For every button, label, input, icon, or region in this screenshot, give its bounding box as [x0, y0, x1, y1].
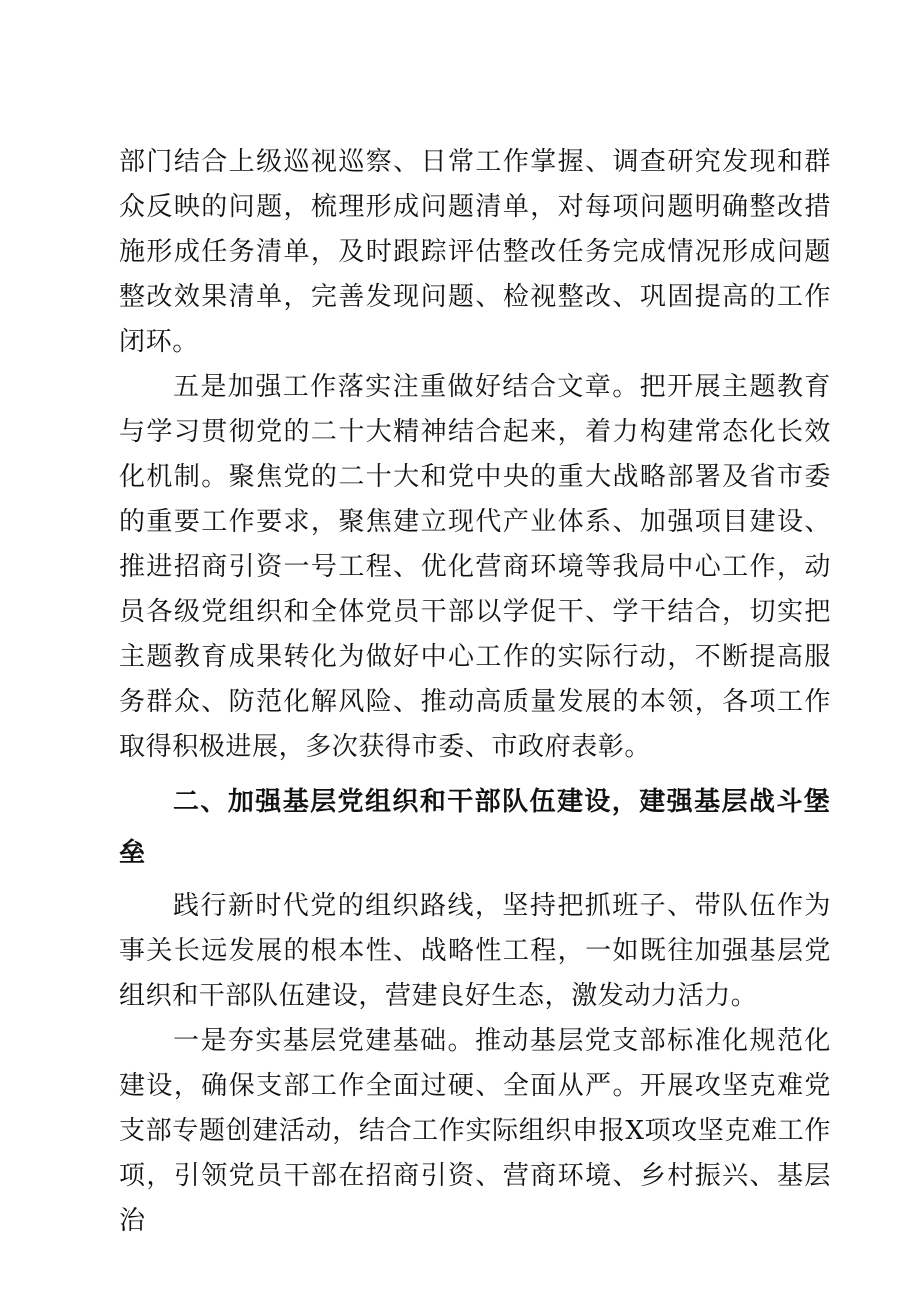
- document-body: [119, 140, 831, 1244]
- paragraph-section-intro: 践行新时代党的组织路线，坚持把抓班子、带队伍作为事关长远发展的根本性、战略性工程，一如既往加强基层党组织和干部队伍建设，营建良好生态，激发动力活力。: [119, 891, 831, 1011]
- section-heading-two: 二、加强基层党组织和干部队伍建设，建强基层战斗堡垒: [119, 787, 831, 868]
- paragraph-point-one: 一是夯实基层党建基础。推动基层党支部标准化规范化建设，确保支部工作全面过硬、全面从严。开展攻坚克难党支部专题创建活动，结合工作实际组织申报X项攻坚克难工作项，引领党员干部在招商引资、营商环境、乡村振兴、基层治: [119, 1026, 831, 1236]
- paragraph-continuation: 部门结合上级巡视巡察、日常工作掌握、调查研究发现和群众反映的问题，梳理形成问题清单，对每项问题明确整改措施形成任务清单，及时跟踪评估整改任务完成情况形成问题整改效果清单，完善发现问题、检视整改、巩固提高的工作闭环。: [119, 147, 831, 357]
- paragraph-point-five: 五是加强工作落实注重做好结合文章。把开展主题教育与学习贯彻党的二十大精神结合起来，着力构建常态化长效化机制。聚焦党的二十大和党中央的重大战略部署及省市委的重要工作要求，聚焦建立现代产业体系、加强项目建设、推进招商引资一号工程、优化营商环境等我局中心工作，动员各级党组织和全体党员干部以学促干、学干结合，切实把主题教育成果转化为做好中心工作的实际行动，不断提高服务群众、防范化解风险、推动高质量发展的本领，各项工作取得积极进展，多次获得市委、市政府表彰。: [119, 372, 831, 762]
